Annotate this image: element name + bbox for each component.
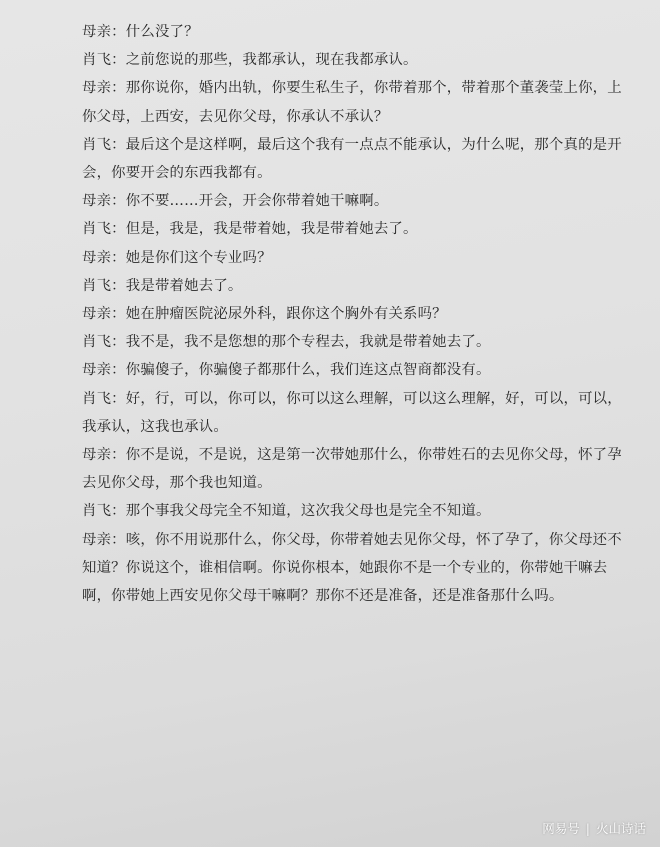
watermark-source: 网易号 bbox=[542, 821, 580, 836]
watermark-author: 火山诗话 bbox=[595, 821, 646, 836]
dialogue-entry: 母亲：她是你们这个专业吗？ bbox=[82, 249, 272, 266]
dialogue-entry: 肖飞：那个事我父母完全不知道，这次我父母也是完全不知道。 bbox=[82, 503, 491, 520]
dialogue-entry: 母亲：咳，你不用说那什么，你父母，你带着她去见你父母，怀了孕了，你父母还不知道？你说这个，谁相信啊。你说你根本，她跟你不是一个专业的，你带她干嘛去啊，你带她上西安见你父母干嘛啊？那你不还是准备，还是准备那什么吗。 bbox=[82, 531, 622, 605]
dialogue-entry: 母亲：什么没了？ bbox=[82, 24, 199, 40]
dialogue-entry: 肖飞：之前您说的那些，我都承认，现在我都承认。 bbox=[82, 52, 418, 69]
dialogue-entry: 母亲：你不是说，不是说，这是第一次带她那什么，你带姓石的去见你父母，怀了孕去见你父母，那个我也知道。 bbox=[82, 447, 622, 492]
transcript bbox=[82, 18, 622, 610]
watermark bbox=[542, 819, 646, 837]
dialogue-entry: 肖飞：我是带着她去了。 bbox=[82, 277, 243, 294]
watermark-separator: | bbox=[585, 820, 590, 836]
dialogue-entry: 肖飞：但是，我是，我是带着她，我是带着她去了。 bbox=[82, 221, 418, 238]
dialogue-entry: 母亲：她在肿瘤医院泌尿外科，跟你这个胸外有关系吗？ bbox=[82, 306, 447, 323]
dialogue-entry: 肖飞：我不是，我不是您想的那个专程去，我就是带着她去了。 bbox=[82, 334, 491, 351]
dialogue-entry: 母亲：那你说你，婚内出轨，你要生私生子，你带着那个，带着那个董袭莹上你，上你父母，上西安，去见你父母，你承认不承认？ bbox=[82, 80, 622, 125]
dialogue-entry: 肖飞：最后这个是这样啊，最后这个我有一点点不能承认，为什么呢，那个真的是开会，你要开会的东西我都有。 bbox=[82, 136, 622, 182]
dialogue-entry: 母亲：你不要……开会，开会你带着她干嘛啊。 bbox=[82, 193, 389, 210]
dialogue-entry: 母亲：你骗傻子，你骗傻子都那什么，我们连这点智商都没有。 bbox=[82, 362, 491, 379]
dialogue-entry: 肖飞：好，行，可以，你可以，你可以这么理解，可以这么理解，好，可以，可以，我承认，这我也承认。 bbox=[82, 390, 622, 435]
